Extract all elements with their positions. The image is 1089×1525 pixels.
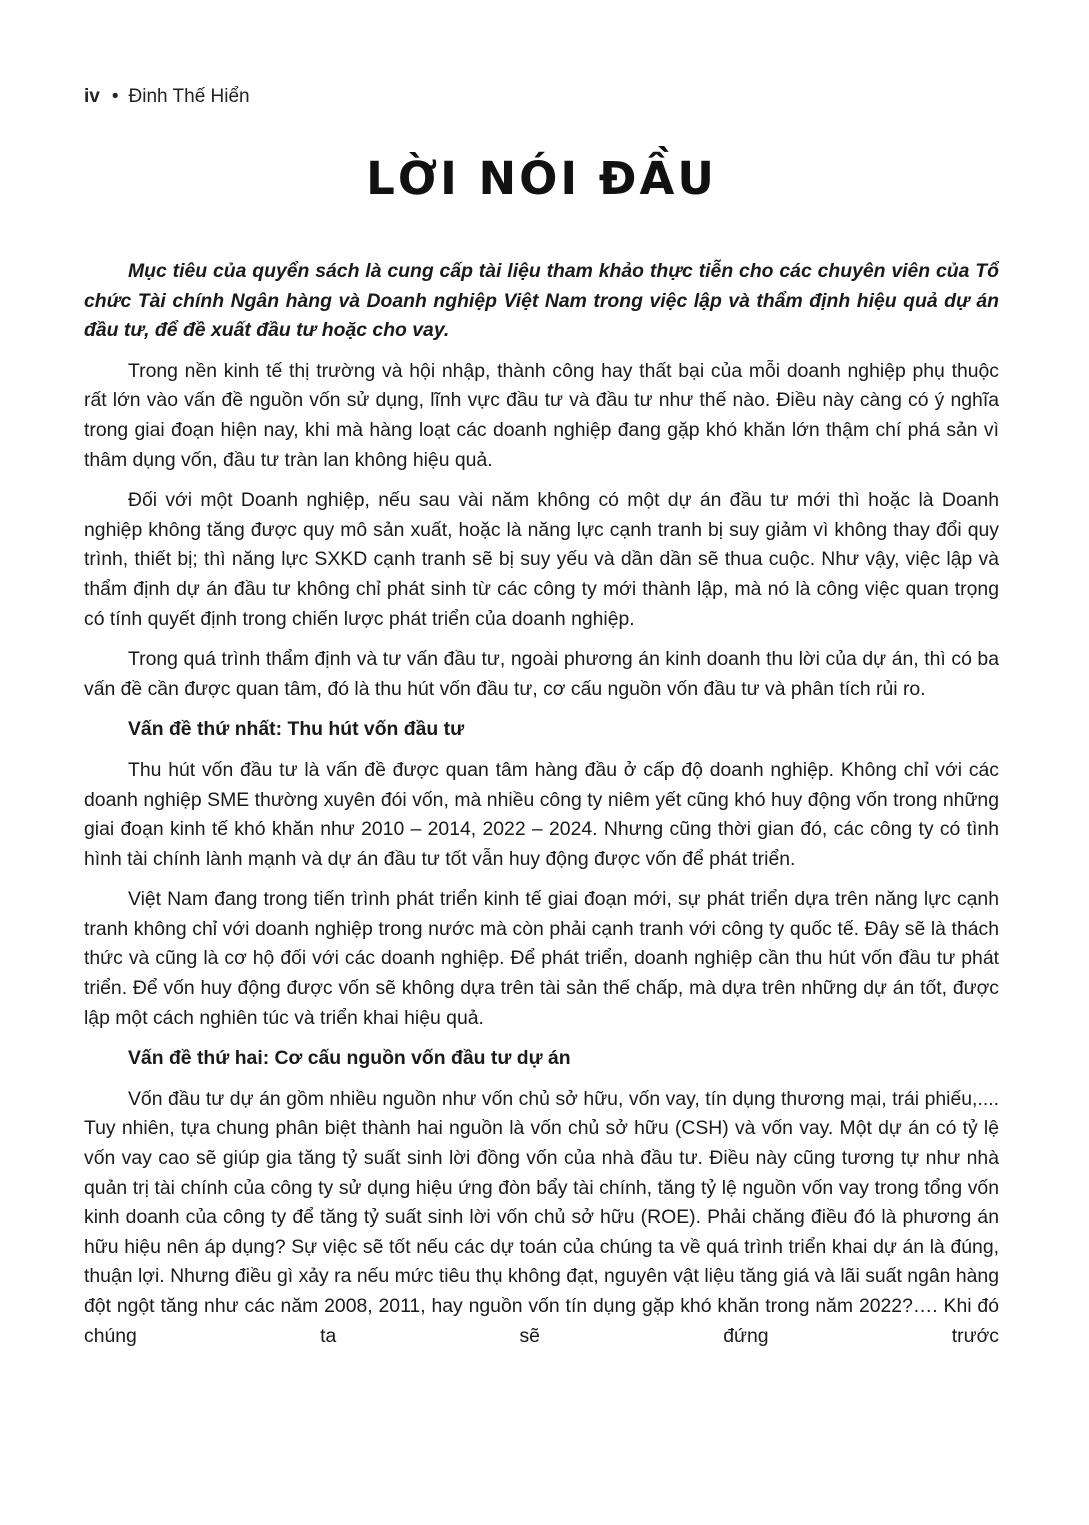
header-separator: • [111,86,119,107]
section-heading-attract-capital: Vấn đề thứ nhất: Thu hút vốn đầu tư [128,718,465,741]
intro-paragraph: Mục tiêu của quyển sách là cung cấp tài liệu tham khảo thực tiễn cho các chuyên viên của Tổ chức Tài chính Ngân hàng và Doanh nghiệp Việt Nam trong việc lập và thẩm định hiệu quả dự án đầu tư, để đề xuất đầu tư hoặc cho vay. [84,260,999,342]
running-header [84,86,250,108]
author-name: Đinh Thế Hiển [128,86,250,107]
paragraph-three-issues: Trong quá trình thẩm định và tư vấn đầu tư, ngoài phương án kinh doanh thu lời của dự án, thì có ba vấn đề cần được quan tâm, đó là thu hút vốn đầu tư, cơ cấu nguồn vốn đầu tư và phân tích rủi ro. [84,648,999,700]
page-title: LỜI NÓI ĐẦU [366,152,717,205]
section-heading-capital-structure: Vấn đề thứ hai: Cơ cấu nguồn vốn đầu tư dự án [128,1047,571,1070]
paragraph-market-economy: Trong nền kinh tế thị trường và hội nhập, thành công hay thất bại của mỗi doanh nghiệp phụ thuộc rất lớn vào vấn đề nguồn vốn sử dụng, lĩnh vực đầu tư và đầu tư như thế nào. Điều này càng có ý nghĩa trong giai đoạn hiện nay, khi mà hàng loạt các doanh nghiệp đang gặp khó khăn lớn thậm chí phá sản vì thâm dụng vốn, đầu tư tràn lan không hiệu quả. [84,359,999,471]
paragraph-capital-structure: Vốn đầu tư dự án gồm nhiều nguồn như vốn chủ sở hữu, vốn vay, tín dụng thương mại, trái phiếu,.... Tuy nhiên, tựa chung phân biệt thành hai nguồn là vốn chủ sở hữu (CSH) và vốn vay. Một dự án có tỷ lệ vốn vay cao sẽ giúp gia tăng tỷ suất sinh lời đồng vốn của nhà đầu tư. Điều này cũng tương tự như nhà quản trị tài chính của công ty sử dụng hiệu ứng đòn bẩy tài chính, tăng tỷ lệ nguồn vốn vay trong tổng vốn kinh doanh của công ty để tăng tỷ suất sinh lời vốn chủ sở hữu (ROE). Phải chăng điều đó là phương án hữu hiệu nên áp dụng? Sự việc sẽ tốt nếu các dự toán của chúng ta về quá trình triển khai dự án là đúng, thuận lợi. Nhưng điều gì xảy ra nếu mức tiêu thụ không đạt, nguyên vật liệu tăng giá và lãi suất ngân hàng đột ngột tăng như các năm 2008, 2011, hay nguồn vốn tín dụng gặp khó khăn trong năm 2022?…. Khi đó chúng ta sẽ đứng trước [84,1087,999,1347]
page-number: iv [84,86,100,107]
paragraph-vietnam-development: Việt Nam đang trong tiến trình phát triển kinh tế giai đoạn mới, sự phát triển dựa trên năng lực cạnh tranh không chỉ với doanh nghiệp trong nước mà còn phải cạnh tranh với công ty quốc tế. Đây sẽ là thách thức và cũng là cơ hộ đối với các doanh nghiệp. Để phát triển, doanh nghiệp cần thu hút vốn đầu tư phát triển. Để vốn huy động được vốn sẽ không dựa trên tài sản thế chấp, mà dựa trên những dự án tốt, được lập một cách nghiên túc và triển khai hiệu quả. [84,888,999,1029]
paragraph-attract-capital: Thu hút vốn đầu tư là vấn đề được quan tâm hàng đầu ở cấp độ doanh nghiệp. Không chỉ với các doanh nghiệp SME thường xuyên đói vốn, mà nhiều công ty niêm yết cũng khó huy động vốn trong những giai đoạn kinh tế khó khăn như 2010 – 2014, 2022 – 2024. Nhưng cũng thời gian đó, các công ty có tình hình tài chính lành mạnh và dự án đầu tư tốt vẫn huy động được vốn để phát triển. [84,758,999,870]
paragraph-enterprise: Đối với một Doanh nghiệp, nếu sau vài năm không có một dự án đầu tư mới thì hoặc là Doanh nghiệp không tăng được quy mô sản xuất, hoặc là năng lực cạnh tranh bị suy giảm vì không thay đổi quy trình, thiết bị; thì năng lực SXKD cạnh tranh sẽ bị suy yếu và dần dần sẽ thua cuộc. Như vậy, việc lập và thẩm định dự án đầu tư không chỉ phát sinh từ các công ty mới thành lập, mà nó là công việc quan trọng có tính quyết định trong chiến lược phát triển của doanh nghiệp. [84,489,999,630]
body-text [84,257,999,1362]
